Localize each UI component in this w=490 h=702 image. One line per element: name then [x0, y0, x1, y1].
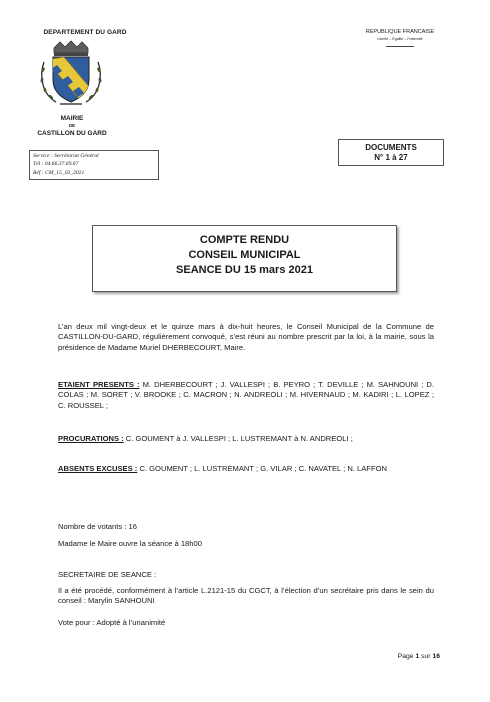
phone-line: Tél : 04.66.37.69.67	[33, 161, 79, 168]
procurations-list: C. GOUMENT à J. VALLESPI ; L. LUSTREMANT à N. ANDREOLI ;	[123, 434, 353, 443]
page-total: 16	[432, 653, 440, 660]
documents-box	[338, 139, 444, 166]
presents-list: M. DHERBECOURT ; J. VALLESPI ; B. PEYRO ; T. DEVILLE ; M. SAHNOUNI ; D. COLAS ; M. SORET ; V. BROOKE ; C. MACRON ; N. ANDREOLI ; M. HIVERNAUD ; M. KADIRI ; L. LOPEZ ; C. ROUSSEL ;	[58, 380, 434, 410]
republic-motto: Liberté – Égalité – Fraternité	[377, 37, 423, 41]
page-current: 1	[415, 653, 420, 660]
reference-line: Réf : CM_15_03_2021	[33, 169, 85, 176]
mairie-title	[22, 114, 122, 138]
documents-range: N° 1 à 27	[374, 153, 408, 162]
department-header: DEPARTEMENT DU GARD	[43, 29, 127, 36]
votants-count: Nombre de votants : 16	[58, 522, 137, 531]
coat-of-arms-logo	[36, 40, 106, 110]
republic-header	[350, 29, 450, 47]
page-prefix: Page	[397, 653, 416, 660]
title-box	[92, 225, 397, 292]
page-separator: sur	[419, 653, 433, 660]
procurations-paragraph	[58, 434, 434, 444]
service-line: Service : Secrétariat Général	[33, 153, 99, 159]
absents-paragraph	[58, 464, 434, 474]
opening-line: Madame le Maire ouvre la séance à 18h00	[58, 539, 202, 548]
absents-label: ABSENTS EXCUSES :	[58, 464, 138, 473]
procurations-label: PROCURATIONS :	[58, 434, 124, 443]
page-number	[380, 653, 440, 660]
vote-result: Vote pour : Adopté à l’unanimité	[58, 618, 166, 627]
presents-label: ETAIENT PRESENTS :	[58, 380, 140, 389]
mairie-line-2: DE	[68, 123, 76, 128]
presents-paragraph	[58, 380, 434, 411]
mairie-line-3: CASTILLON DU GARD	[37, 130, 107, 137]
documents-label: DOCUMENTS	[365, 143, 417, 152]
republic-title: REPUBLIQUE FRANCAISE	[365, 29, 435, 35]
title-line-2: CONSEIL MUNICIPAL	[188, 249, 301, 261]
republic-divider	[386, 46, 414, 47]
mairie-line-1: MAIRIE	[60, 115, 84, 122]
secretaire-heading: SECRETAIRE DE SEANCE :	[58, 570, 157, 579]
title-line-1: COMPTE RENDU	[199, 234, 290, 246]
title-line-3: SEANCE DU 15 mars 2021	[176, 264, 313, 276]
intro-paragraph: L’an deux mil vingt-deux et le quinze mars à dix-huit heures, le Conseil Municipal de la Commune de CASTILLON-DU-GARD, régulièrement convoqué, s’est réuni au nombre prescrit par la loi, à la mairie, sous la présidence de Madame Muriel DHERBECOURT, Maire.	[58, 322, 434, 352]
service-box	[29, 150, 159, 180]
secretaire-paragraph: Il a été procédé, conformément à l’article L.2121-15 du CGCT, à l’élection d’un secrétaire pris dans le sein du conseil : Marylin SANHOUNI	[58, 586, 434, 606]
absents-list: C. GOUMENT ; L. LUSTREMANT ; G. VILAR ; C. NAVATEL ; N. LAFFON	[137, 464, 387, 473]
